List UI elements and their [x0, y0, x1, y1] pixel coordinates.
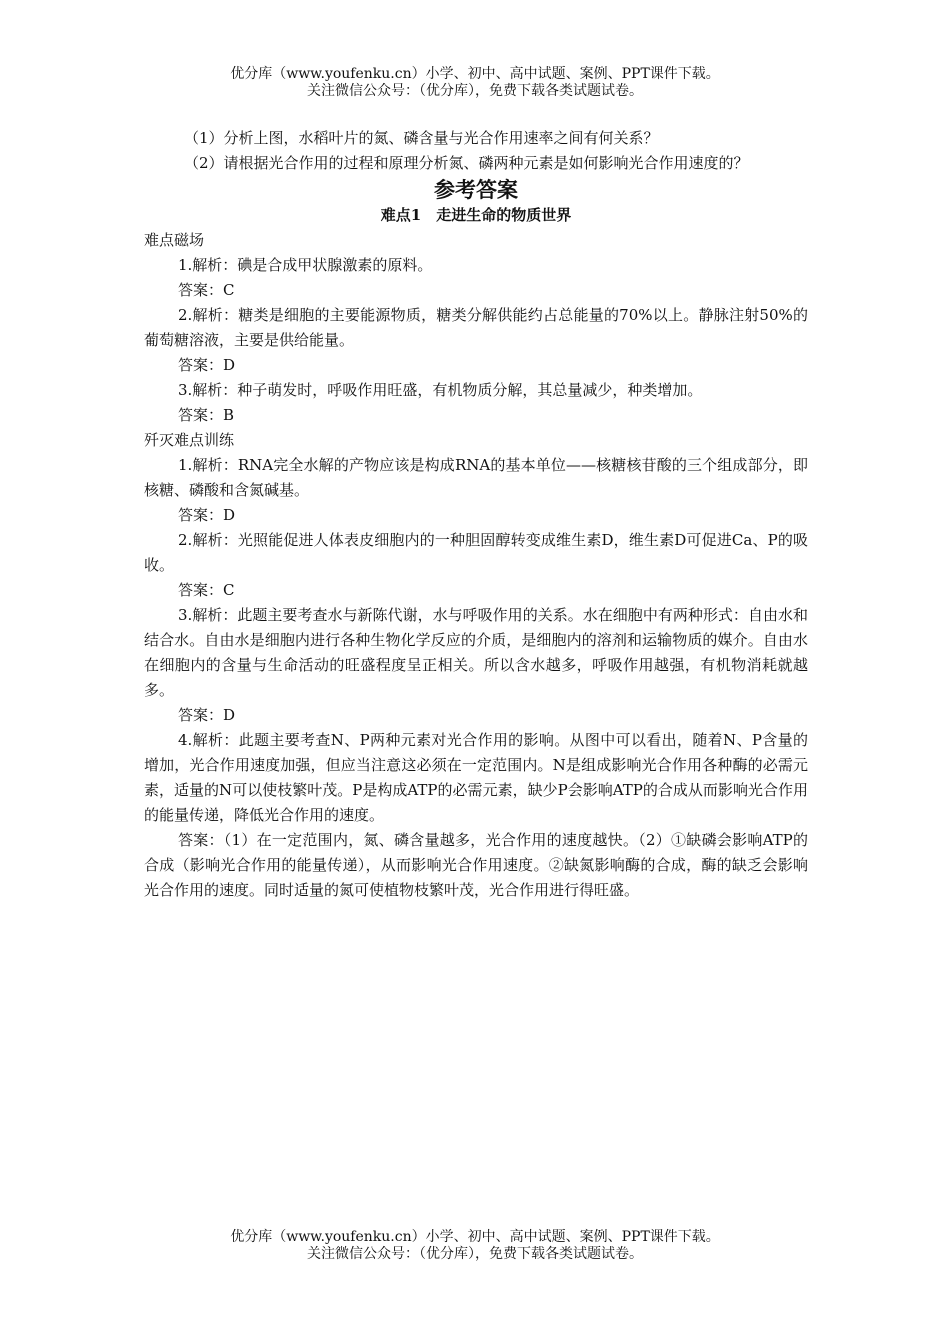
analysis-paragraph: 2.解析：光照能促进人体表皮细胞内的一种胆固醇转变成维生素D，维生素D可促进Ca、P的吸收。: [144, 531, 808, 574]
analysis-paragraph: 3.解析：此题主要考查水与新陈代谢，水与呼吸作用的关系。水在细胞中有两种形式：自由水和结合水。自由水是细胞内进行各种生物化学反应的介质，是细胞内的溶剂和运输物质的媒介。自由水在细胞内的含量与生命活动的旺盛程度呈正相关。所以含水越多，呼吸作用越强，有机物消耗就越多。: [144, 606, 808, 699]
question-1: （1）分析上图，水稻叶片的氮、磷含量与光合作用速率之间有何关系？: [184, 129, 659, 147]
answer-line: 答案：C: [178, 581, 235, 599]
header-line-1: 优分库（www.youfenku.cn）小学、初中、高中试题、案例、PPT课件下载。: [230, 66, 720, 82]
document-body: [144, 126, 808, 903]
answer-line: 答案：B: [178, 406, 235, 424]
answer-line: 答案：D: [178, 706, 236, 724]
section-heading: 歼灭难点训练: [144, 431, 235, 449]
header-line-2: 关注微信公众号：（优分库），免费下载各类试题试卷。: [307, 83, 643, 99]
footer-line-1: 优分库（www.youfenku.cn）小学、初中、高中试题、案例、PPT课件下载。: [230, 1229, 720, 1245]
analysis-paragraph: 3.解析：种子萌发时，呼吸作用旺盛，有机物质分解，其总量减少，种类增加。: [178, 381, 703, 399]
analysis-paragraph: 1.解析：RNA完全水解的产物应该是构成RNA的基本单位——核糖核苷酸的三个组成部分，即核糖、磷酸和含氮碱基。: [144, 456, 808, 499]
question-2: （2）请根据光合作用的过程和原理分析氮、磷两种元素是如何影响光合作用速度的？: [184, 154, 749, 172]
section-difficulty-field: [144, 228, 808, 428]
footer-line-2: 关注微信公众号：（优分库），免费下载各类试题试卷。: [307, 1246, 643, 1262]
section-training: [144, 428, 808, 903]
answer-line: 答案：D: [178, 506, 236, 524]
analysis-paragraph: 1.解析：碘是合成甲状腺激素的原料。: [178, 256, 433, 274]
analysis-paragraph: 4.解析：此题主要考查N、P两种元素对光合作用的影响。从图中可以看出，随着N、P含量的增加，光合作用速度加强，但应当注意这必须在一定范围内。N是组成影响光合作用各种酶的必需元素，适量的N可以使枝繁叶茂。P是构成ATP的必需元素，缺少P会影响ATP的合成从而影响光合作用的能量传递，降低光合作用的速度。: [144, 731, 808, 824]
answers-subtitle: 难点1 走进生命的物质世界: [380, 206, 572, 224]
answer-line: 答案：D: [178, 356, 236, 374]
page-footer: [0, 1229, 950, 1263]
section-heading: 难点磁场: [144, 231, 205, 249]
answer-line: 答案：（1）在一定范围内，氮、磷含量越多，光合作用的速度越快。（2）①缺磷会影响ATP的合成（影响光合作用的能量传递），从而影响光合作用速度。②缺氮影响酶的合成，酶的缺乏会影响光合作用的速度。同时适量的氮可使植物枝繁叶茂，光合作用进行得旺盛。: [144, 831, 808, 899]
answers-title: 参考答案: [434, 177, 518, 202]
answer-line: 答案：C: [178, 281, 235, 299]
page-header: [0, 66, 950, 100]
analysis-paragraph: 2.解析：糖类是细胞的主要能源物质，糖类分解供能约占总能量的70%以上。静脉注射50%的葡萄糖溶液，主要是供给能量。: [144, 306, 808, 349]
